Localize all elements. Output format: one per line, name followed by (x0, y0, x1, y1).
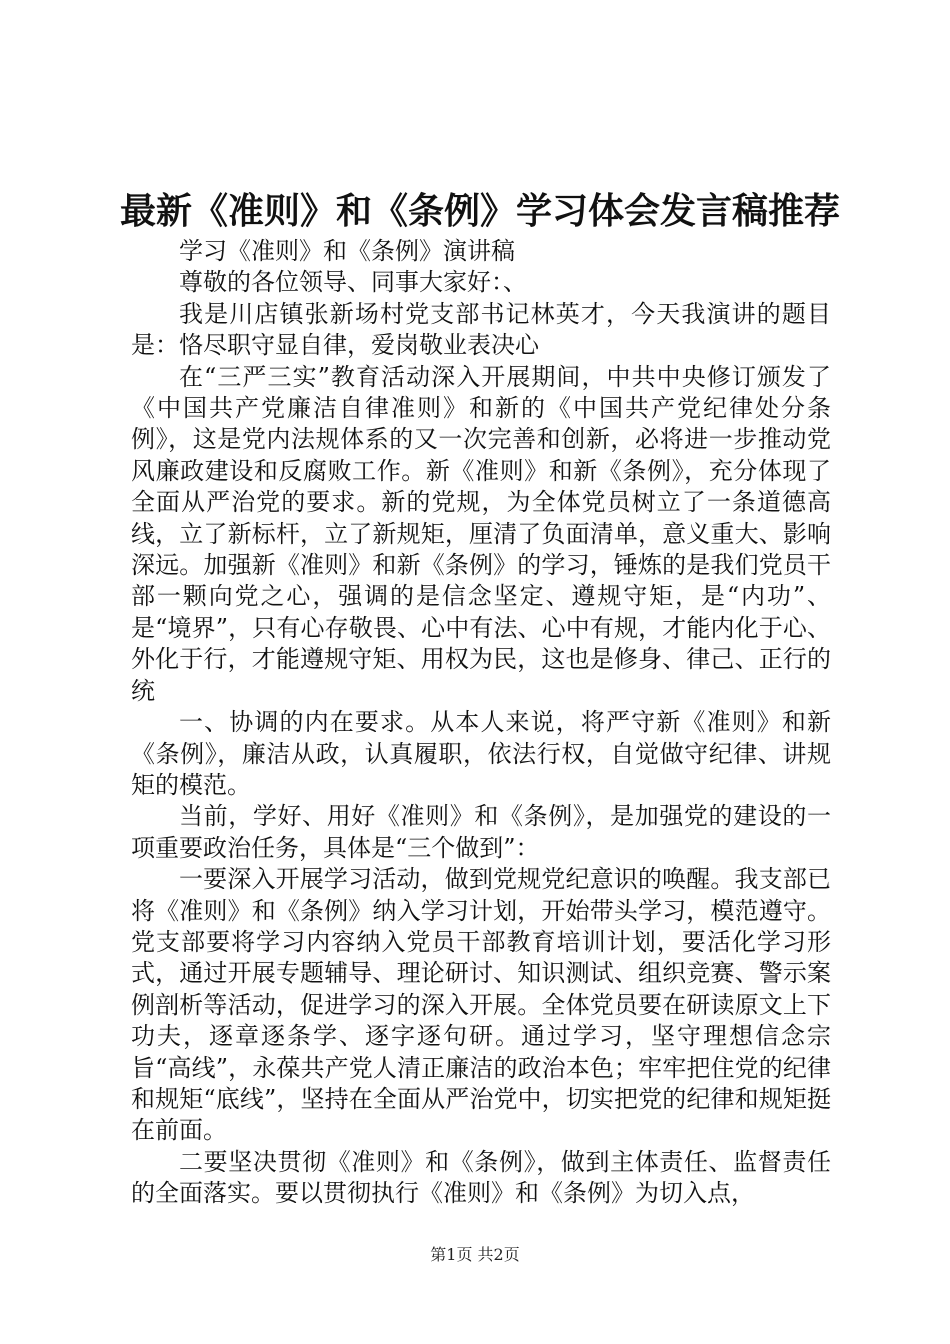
paragraph-background: 在“三严三实”教育活动深入开展期间，中共中央修订颁发了《中国共产党廉洁自律准则》和新的《中国共产党纪律处分条例》，这是党内法规体系的又一次完善和创新，必将进一步推动党风廉政建设和反腐败工作。新《准则》和新《条例》，充分体现了全面从严治党的要求。新的党规，为全体党员树立了一条道德高线，立了新标杆，立了新规矩，厘清了负面清单，意义重大、影响深远。加强新《准则》和新《条例》的学习，锤炼的是我们党员干部一颗向党之心，强调的是信念坚定、遵规守矩，是“内功”、是“境界”，只有心存敬畏、心中有法、心中有规，才能内化于心、外化于行，才能遵规守矩、用权为民，这也是修身、律己、正行的统 (131, 362, 831, 705)
document-body (131, 236, 831, 1210)
paragraph-study-activity: 一要深入开展学习活动，做到党规党纪意识的唤醒。我支部已将《准则》和《条例》纳入学习计划，开始带头学习，模范遵守。党支部要将学习内容纳入党员干部教育培训计划，要活化学习形式，通过开展专题辅导、理论研讨、知识测试、组织竞赛、警示案例剖析等活动，促进学习的深入开展。全体党员要在研读原文上下功夫，逐章逐条学、逐字逐句研。通过学习，坚守理想信念宗旨“高线”，永葆共产党人清正廉洁的政治本色；牢牢把住党的纪律和规矩“底线”，坚持在全面从严治党中，切实把党的纪律和规矩挺在前面。 (131, 865, 831, 1145)
document-title: 最新《准则》和《条例》学习体会发言稿推荐 (119, 190, 840, 232)
paragraph-point-one: 一、协调的内在要求。从本人来说，将严守新《准则》和新《条例》，廉洁从政，认真履职，依法行权，自觉做守纪律、讲规矩的模范。 (131, 708, 831, 799)
paragraph-subtitle: 学习《准则》和《条例》演讲稿 (179, 237, 515, 265)
page-footer: 第1页 共2页 (430, 1245, 520, 1264)
paragraph-current-task: 当前，学好、用好《准则》和《条例》，是加强党的建设的一项重要政治任务，具体是“三个做到”： (131, 802, 831, 862)
paragraph-implementation: 二要坚决贯彻《准则》和《条例》，做到主体责任、监督责任的全面落实。要以贯彻执行《准则》和《条例》为切入点， (131, 1147, 831, 1208)
paragraph-greeting: 尊敬的各位领导、同事大家好：、 (179, 268, 527, 297)
paragraph-intro: 我是川店镇张新场村党支部书记林英才，今天我演讲的题目是：恪尽职守显自律，爱岗敬业表决心 (131, 299, 831, 360)
